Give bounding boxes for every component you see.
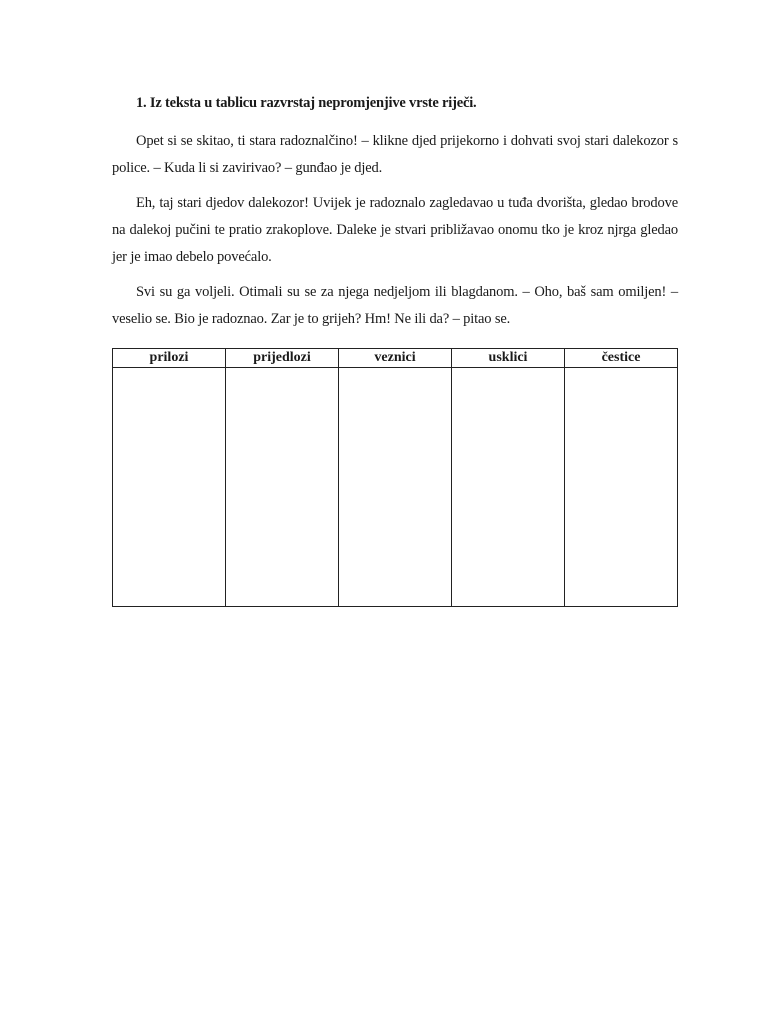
column-header-cestice: čestice <box>565 349 678 368</box>
table-row <box>113 368 678 607</box>
task-title: 1. Iz teksta u tablicu razvrstaj nepromjenjive vrste riječi. <box>136 95 477 111</box>
story-paragraph-1: Opet si se skitao, ti stara radoznalčino! – klikne djed prijekorno i dohvati svoj stari dalekozor s police. – Kuda li si zavirivao? – gunđao je djed. <box>112 133 678 176</box>
story-paragraph-3: Svi su ga voljeli. Otimali su se za njega nedjeljom ili blagdanom. – Oho, baš sam omiljen! – veselio se. Bio je radoznao. Zar je to grijeh? Hm! Ne ili da? – pitao se. <box>112 284 678 327</box>
column-header-prilozi: prilozi <box>113 349 226 368</box>
answer-cell-prijedlozi[interactable] <box>226 368 339 607</box>
answer-cell-usklici[interactable] <box>452 368 565 607</box>
answer-cell-cestice[interactable] <box>565 368 678 607</box>
word-classification-table <box>112 348 678 607</box>
column-header-prijedlozi: prijedlozi <box>226 349 339 368</box>
table-header-row <box>113 349 678 368</box>
column-header-usklici: usklici <box>452 349 565 368</box>
column-header-veznici: veznici <box>339 349 452 368</box>
worksheet <box>112 92 678 341</box>
answer-cell-veznici[interactable] <box>339 368 452 607</box>
story-paragraph-2: Eh, taj stari djedov dalekozor! Uvijek je radoznalo zagledavao u tuđa dvorišta, gledao brodove na dalekoj pučini te pratio zrakoplove. Daleke je stvari približavao onomu tko je kroz njrga gledao jer je imao debelo povećalo. <box>112 195 678 265</box>
answer-cell-prilozi[interactable] <box>113 368 226 607</box>
